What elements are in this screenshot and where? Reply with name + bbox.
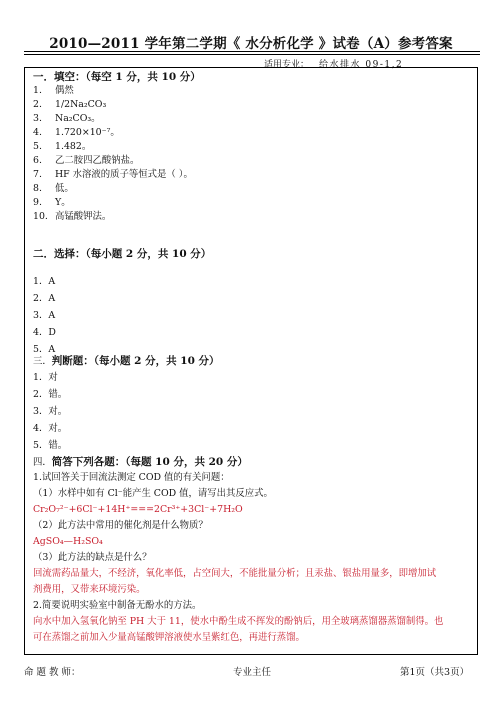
section2-heading: 二．选择：（每小题 2 分，共 10 分） bbox=[33, 248, 212, 260]
director-label: 专业主任 bbox=[233, 667, 272, 678]
s4-q1-2: （2）此方法中常用的催化剂是什么物质？ bbox=[33, 520, 208, 531]
page-number: 第1页（共3页） bbox=[400, 667, 470, 678]
page-title: 2010—2011 学年第二学期《 水分析化学 》试卷（A）参考答案 bbox=[49, 36, 453, 52]
s4-a1-3-line2: 剂费用，又带来环境污染。 bbox=[33, 584, 146, 595]
section1-heading: 一．填空：（每空 1 分，共 10 分） bbox=[33, 71, 201, 83]
s3-item-4: 4．对。 bbox=[33, 423, 68, 434]
major-value: 给水排水 09-1,2 bbox=[319, 60, 404, 70]
s1-item-5: 5. 1.482。 bbox=[33, 141, 92, 152]
title-rule-thin bbox=[24, 54, 480, 55]
s4-q1-3: （3）此方法的缺点是什么？ bbox=[33, 552, 152, 563]
s1-item-9: 9. Y。 bbox=[33, 197, 71, 208]
author-label: 命 题 教 师： bbox=[24, 667, 81, 678]
s4-a1-2: AgSO₄—H₂SO₄ bbox=[33, 536, 103, 547]
s4-a1-3-line1: 回流需药品量大，不经济，氧化率低，占空间大，不能批量分析；且汞盐、银盐用量多，即增加试 bbox=[33, 568, 437, 579]
s1-item-10: 10. 高锰酸钾法。 bbox=[33, 211, 112, 222]
s1-item-1: 1. 偶然 bbox=[33, 85, 74, 96]
s4-a1-1-equation: Cr₂O₇²⁻+6Cl⁻+14H⁺===2Cr³⁺+3Cl⁻+7H₂O bbox=[33, 504, 243, 515]
s3-item-5: 5．错。 bbox=[33, 440, 68, 451]
s4-a2-line2: 可在蒸馏之前加入少量高锰酸钾溶液使水呈紫红色，再进行蒸馏。 bbox=[33, 632, 305, 643]
s2-item-5: 5．A bbox=[33, 344, 56, 355]
s3-item-1: 1．对 bbox=[33, 372, 58, 383]
section3-heading: 三．判断题：（每小题 2 分，共 10 分） bbox=[33, 355, 220, 367]
s4-q2: 2.简要说明实验室中制备无酚水的方法。 bbox=[33, 600, 202, 611]
s1-item-4: 4. 1.720×10⁻⁷。 bbox=[33, 127, 120, 138]
s4-q1-1: （1）水样中如有 Cl⁻能产生 COD 值，请写出其反应式。 bbox=[33, 488, 273, 499]
section4-heading: 四．简答下列各题：（每题 10 分，共 20 分） bbox=[33, 456, 248, 468]
s1-item-7: 7. HF 水溶液的质子等恒式是（ ）。 bbox=[33, 169, 193, 180]
s1-item-3: 3. Na₂CO₃。 bbox=[33, 113, 101, 124]
s2-item-3: 3．A bbox=[33, 310, 56, 321]
s3-item-2: 2．错。 bbox=[33, 389, 68, 400]
s1-item-2: 2. 1/2Na₂CO₃ bbox=[33, 99, 107, 110]
title-rule-thick bbox=[24, 51, 480, 52]
s1-item-6: 6. 乙二胺四乙酸钠盐。 bbox=[33, 155, 140, 166]
s1-item-8: 8. 低。 bbox=[33, 183, 74, 194]
s2-item-4: 4．D bbox=[33, 327, 56, 338]
s4-a2-line1: 向水中加入氢氧化钠至 PH 大于 11，使水中酚生成不挥发的酚钠后，用全玻璃蒸馏器蒸馏制得。也 bbox=[33, 616, 444, 627]
s4-q1: 1.试回答关于回流法测定 COD 值的有关问题： bbox=[33, 472, 230, 483]
s2-item-2: 2．A bbox=[33, 293, 56, 304]
s3-item-3: 3．对。 bbox=[33, 406, 68, 417]
s2-item-1: 1．A bbox=[33, 276, 56, 287]
major-label: 适用专业： bbox=[264, 60, 310, 70]
